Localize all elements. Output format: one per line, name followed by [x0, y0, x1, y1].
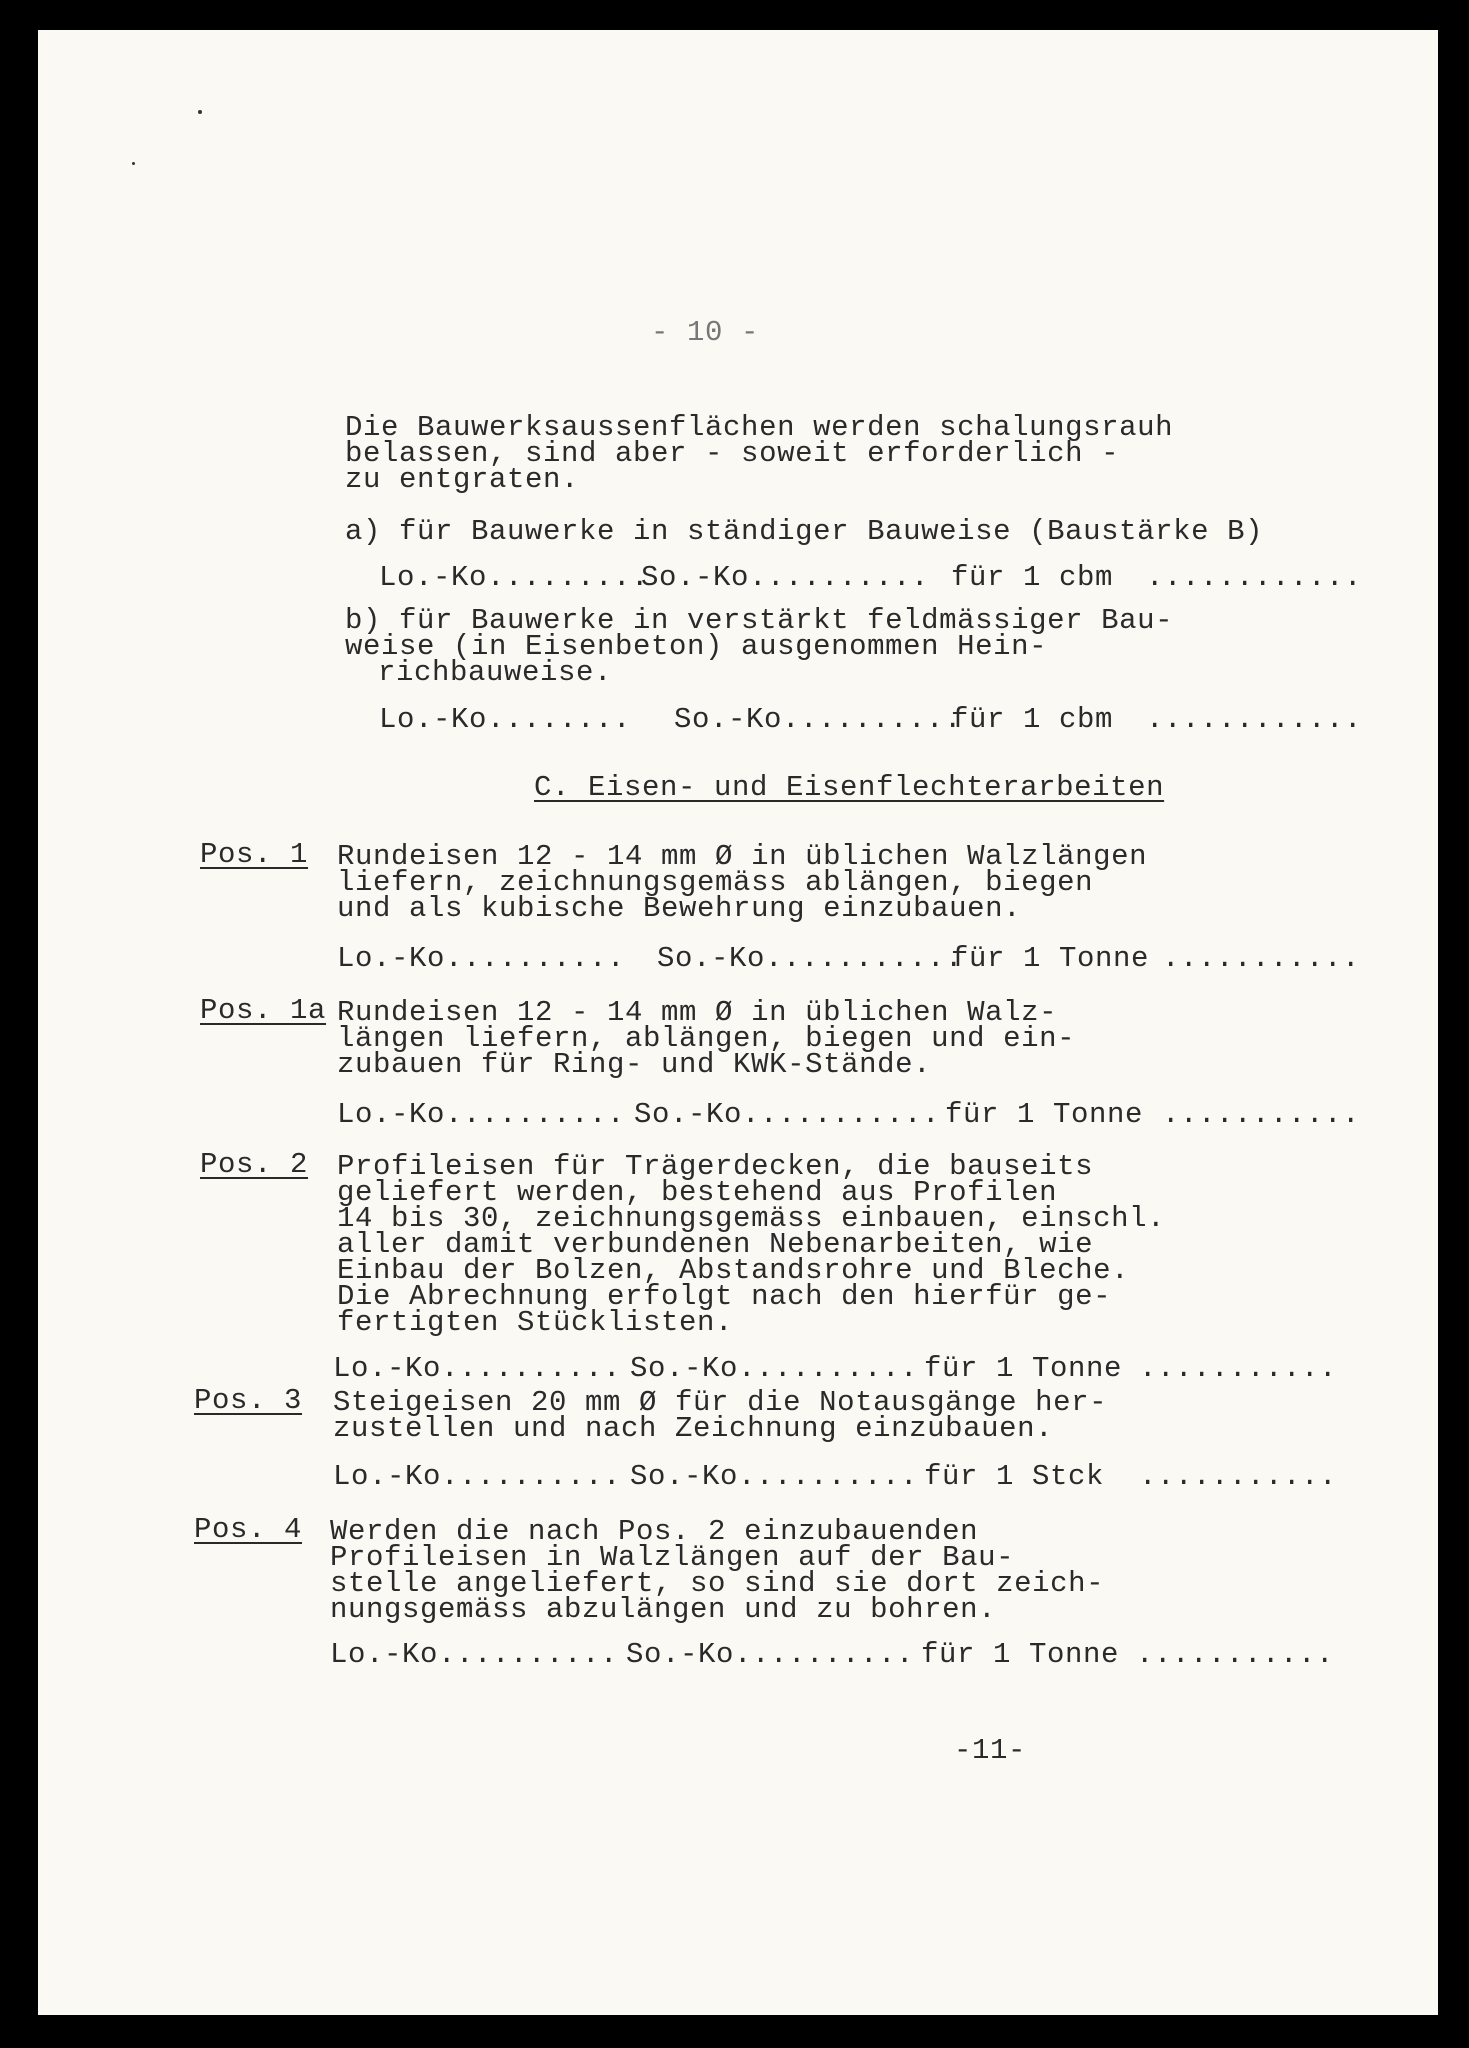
position-line: Profileisen für Trägerdecken, die bauseits	[337, 1150, 1094, 1183]
position-line: aller damit verbundenen Nebenarbeiten, wie	[337, 1228, 1094, 1261]
page-number: - 10 -	[651, 316, 760, 349]
position-label: Pos. 3	[194, 1384, 303, 1417]
position-label: Pos. 1	[200, 838, 309, 871]
position-unit: für 1 Tonne	[945, 1098, 1144, 1131]
section-title: C. Eisen- und Eisenflechterarbeiten	[534, 771, 1165, 804]
position-line: liefern, zeichnungsgemäss ablängen, biegen	[337, 866, 1094, 899]
position-line: Werden die nach Pos. 2 einzubauenden	[330, 1515, 979, 1548]
position-fill: ...........	[1162, 942, 1361, 975]
position-line: zustellen und nach Zeichnung einzubauen.	[333, 1412, 1054, 1445]
position-label: Pos. 1a	[200, 994, 327, 1027]
item-a-so: So.-Ko..........	[641, 561, 930, 594]
intro-line: belassen, sind aber - soweit erforderlich -	[345, 437, 1120, 470]
item-b-line: b) für Bauwerke in verstärkt feldmässiger Bau-	[345, 604, 1174, 637]
item-b-unit: für 1 cbm	[951, 703, 1114, 736]
position-fill: ...........	[1136, 1638, 1335, 1671]
position-line: und als kubische Bewehrung einzubauen.	[337, 892, 1022, 925]
item-a-lo: Lo.-Ko.........	[379, 561, 650, 594]
intro-line: zu entgraten.	[345, 463, 580, 496]
position-line: längen liefern, ablängen, biegen und ein-	[337, 1022, 1076, 1055]
position-line: Steigeisen 20 mm Ø für die Notausgänge her-	[333, 1386, 1108, 1419]
item-b-line: richbauweise.	[378, 656, 613, 689]
intro-line: Die Bauwerksaussenflächen werden schalungsrauh	[345, 411, 1174, 444]
position-fill: ...........	[1139, 1460, 1338, 1493]
position-lo: Lo.-Ko..........	[333, 1460, 622, 1493]
position-unit: für 1 Tonne	[924, 1352, 1123, 1385]
position-line: zubauen für Ring- und KWK-Stände.	[337, 1048, 932, 1081]
position-lo: Lo.-Ko..........	[330, 1638, 619, 1671]
position-so: So.-Ko..........	[630, 1460, 919, 1493]
document-page	[38, 30, 1438, 2015]
position-line: Rundeisen 12 - 14 mm Ø in üblichen Walz-	[337, 996, 1058, 1029]
position-so: So.-Ko...........	[657, 942, 964, 975]
position-line: fertigten Stücklisten.	[337, 1306, 734, 1339]
position-lo: Lo.-Ko..........	[337, 942, 626, 975]
position-line: Rundeisen 12 - 14 mm Ø in üblichen Walzlängen	[337, 840, 1148, 873]
position-line: geliefert werden, bestehend aus Profilen	[337, 1176, 1058, 1209]
item-a-fill: ............	[1146, 561, 1363, 594]
position-line: nungsgemäss abzulängen und zu bohren.	[330, 1593, 997, 1626]
position-line: stelle angeliefert, so sind sie dort zeich-	[330, 1567, 1105, 1600]
next-page-marker: -11-	[954, 1734, 1027, 1767]
item-b-line: weise (in Eisenbeton) ausgenommen Hein-	[345, 630, 1048, 663]
item-b-lo: Lo.-Ko........	[379, 703, 632, 736]
position-fill: ...........	[1162, 1098, 1361, 1131]
position-lo: Lo.-Ko..........	[337, 1098, 626, 1131]
position-label: Pos. 4	[194, 1513, 303, 1546]
position-so: So.-Ko...........	[634, 1098, 941, 1131]
position-unit: für 1 Tonne	[921, 1638, 1120, 1671]
position-lo: Lo.-Ko..........	[333, 1352, 622, 1385]
position-line: Einbau der Bolzen, Abstandsrohre und Bleche.	[337, 1254, 1130, 1287]
position-label: Pos. 2	[200, 1148, 309, 1181]
position-unit: für 1 Tonne	[951, 942, 1150, 975]
item-b-so: So.-Ko..........	[674, 703, 963, 736]
position-fill: ...........	[1139, 1352, 1338, 1385]
position-line: 14 bis 30, zeichnungsgemäss einbauen, einschl.	[337, 1202, 1166, 1235]
speck	[198, 110, 202, 114]
item-a-text: a) für Bauwerke in ständiger Bauweise (Baustärke B)	[345, 515, 1264, 548]
position-line: Profileisen in Walzlängen auf der Bau-	[330, 1541, 1015, 1574]
position-line: Die Abrechnung erfolgt nach den hierfür ge-	[337, 1280, 1112, 1313]
position-so: So.-Ko..........	[630, 1352, 919, 1385]
position-so: So.-Ko..........	[626, 1638, 915, 1671]
position-unit: für 1 Stck	[924, 1460, 1105, 1493]
item-b-fill: ............	[1146, 703, 1363, 736]
speck	[132, 162, 135, 165]
item-a-unit: für 1 cbm	[951, 561, 1114, 594]
